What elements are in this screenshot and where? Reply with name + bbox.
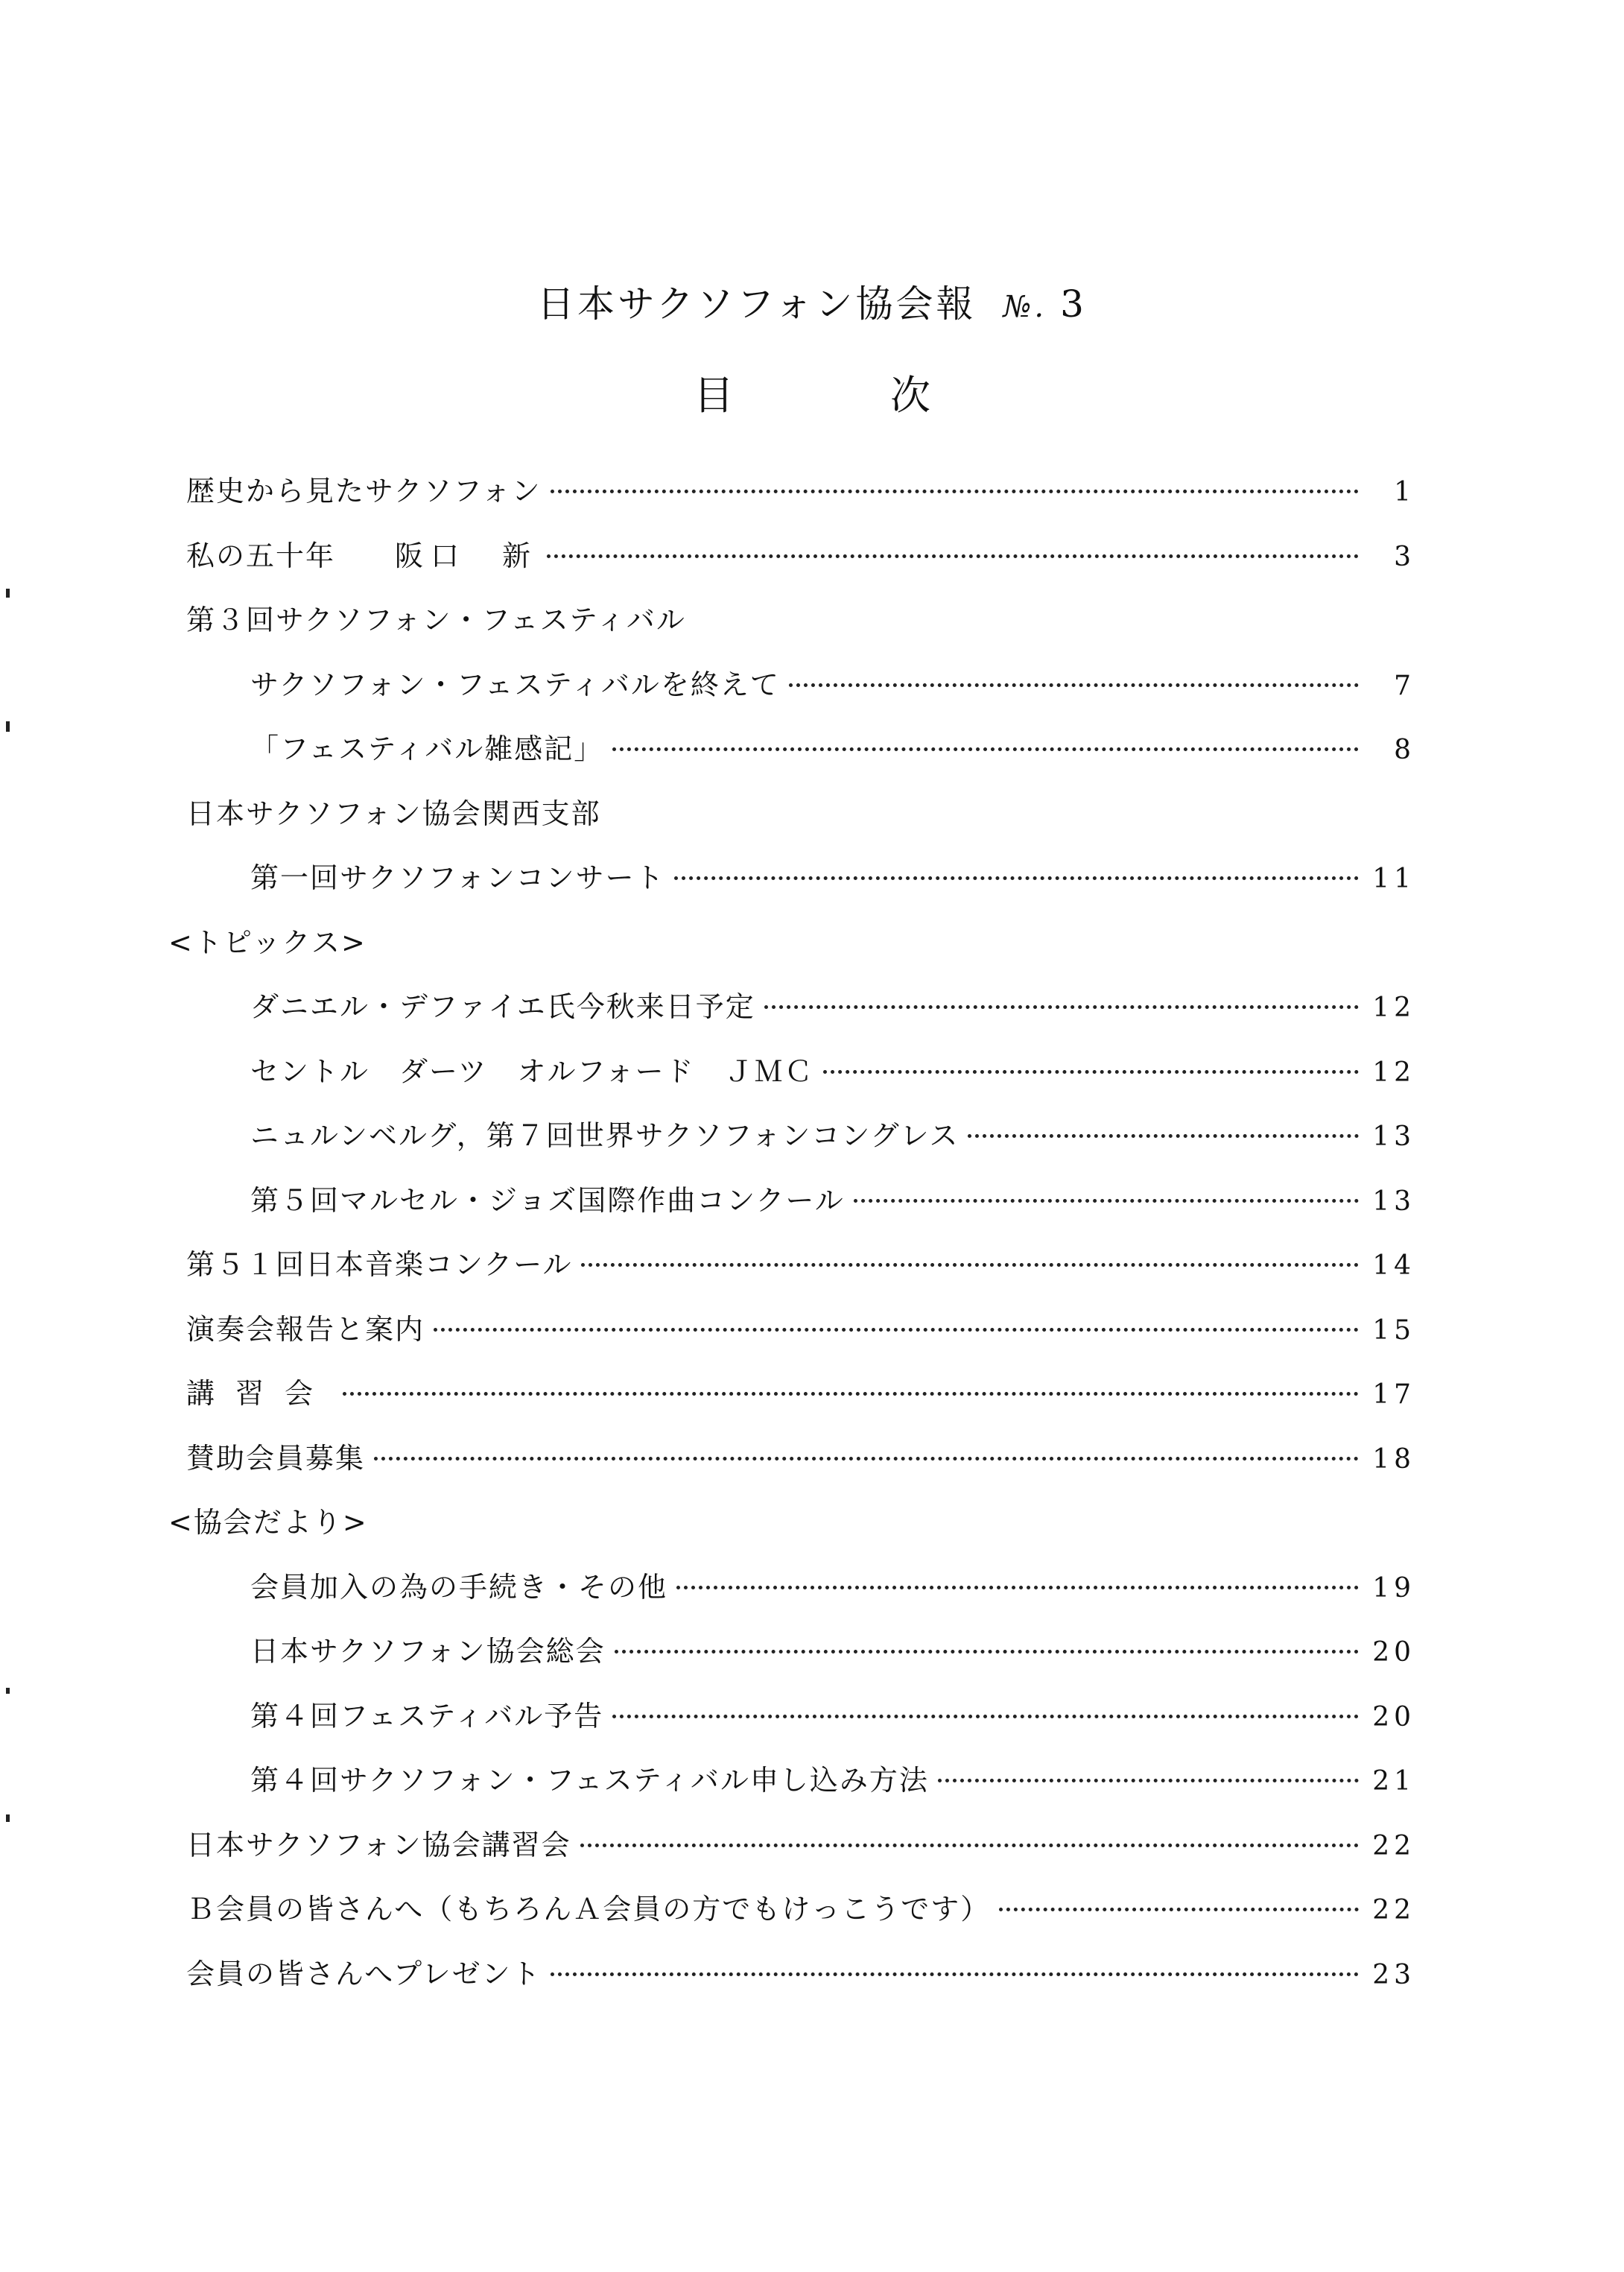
toc-entry-label: 会員の皆さんへプレゼント bbox=[186, 1957, 542, 1990]
toc-page-number: 1 bbox=[1394, 477, 1415, 507]
scan-margin-mark bbox=[6, 721, 10, 732]
toc-entry bbox=[186, 855, 1415, 920]
toc-leader-dots bbox=[674, 876, 1359, 880]
toc-leader-dots bbox=[434, 1328, 1359, 1332]
table-of-contents bbox=[168, 468, 1415, 2015]
toc-page-number: 13 bbox=[1372, 1186, 1415, 1217]
toc-section-heading bbox=[186, 791, 1415, 855]
toc-entry bbox=[186, 1306, 1415, 1371]
toc-entry bbox=[186, 468, 1415, 533]
toc-entry bbox=[186, 1177, 1415, 1242]
toc-page-number: 3 bbox=[1394, 541, 1415, 572]
toc-leader-dots bbox=[999, 1908, 1359, 1911]
toc-entry-label: サクソフォン・フェスティバルを終えて bbox=[250, 668, 780, 701]
toc-entry bbox=[186, 1822, 1415, 1887]
toc-page-number: 22 bbox=[1372, 1830, 1415, 1861]
toc-entry bbox=[186, 726, 1415, 791]
toc-page-number: 20 bbox=[1372, 1637, 1415, 1668]
toc-entry-label: 会員加入の為の手続き・その他 bbox=[250, 1570, 668, 1604]
toc-leader-dots bbox=[968, 1134, 1359, 1138]
toc-entry-label: セントル ダーツ オルフォード ＪＭＣ bbox=[250, 1054, 814, 1088]
toc-entry-author: 阪口 新 bbox=[395, 539, 539, 572]
toc-entry-label: 第４回サクソフォン・フェスティバル申し込み方法 bbox=[250, 1764, 929, 1797]
toc-page-number: 12 bbox=[1372, 1057, 1415, 1088]
toc-entry-label: 演奏会報告と案内 bbox=[186, 1312, 425, 1346]
toc-entry bbox=[186, 1435, 1415, 1500]
toc-section-heading bbox=[168, 920, 1415, 984]
toc-page-number: 7 bbox=[1394, 670, 1415, 701]
toc-entry bbox=[186, 1757, 1415, 1822]
toc-entry-label: ニュルンベルグ，第７回世界サクソフォンコングレス bbox=[250, 1119, 960, 1152]
toc-entry-label: 第５回マルセル・ジョズ国際作曲コンクール bbox=[250, 1183, 845, 1217]
title-text: 日本サクソフォン協会報 bbox=[537, 282, 977, 326]
toc-entry-label: <トピックス> bbox=[168, 925, 367, 959]
toc-entry bbox=[186, 984, 1415, 1048]
toc-page-number: 18 bbox=[1372, 1443, 1415, 1475]
document-title bbox=[0, 274, 1624, 328]
toc-entry bbox=[186, 1048, 1415, 1113]
toc-entry bbox=[186, 662, 1415, 727]
toc-page-number: 22 bbox=[1372, 1895, 1415, 1925]
toc-leader-dots bbox=[580, 1844, 1359, 1847]
toc-page-number: 17 bbox=[1372, 1379, 1415, 1410]
toc-section-heading bbox=[186, 597, 1415, 662]
toc-entry-label: 日本サクソフォン協会総会 bbox=[250, 1635, 606, 1668]
scan-margin-mark bbox=[6, 589, 10, 598]
toc-leader-dots bbox=[547, 554, 1359, 558]
toc-page-number: 8 bbox=[1394, 735, 1415, 765]
toc-entry-label: 第一回サクソフォンコンサート bbox=[250, 861, 665, 894]
heading-left: 目 bbox=[694, 372, 734, 419]
toc-leader-dots bbox=[581, 1263, 1359, 1267]
toc-entry bbox=[186, 1241, 1415, 1306]
scan-margin-mark bbox=[6, 1688, 10, 1694]
toc-entry-label: 日本サクソフォン協会関西支部 bbox=[186, 797, 601, 830]
toc-entry-label: 第５１回日本音楽コンクール bbox=[186, 1248, 573, 1281]
toc-page-number: 14 bbox=[1372, 1250, 1415, 1281]
toc-entry bbox=[186, 1886, 1415, 1951]
toc-leader-dots bbox=[854, 1199, 1359, 1203]
toc-leader-dots bbox=[676, 1586, 1359, 1589]
toc-entry-label: <協会だより> bbox=[168, 1506, 368, 1539]
toc-entry bbox=[186, 533, 1415, 598]
toc-page-number: 12 bbox=[1372, 993, 1415, 1023]
toc-entry-label: 私の五十年 bbox=[186, 539, 336, 572]
toc-leader-dots bbox=[612, 747, 1359, 751]
toc-entry-label: 賛助会員募集 bbox=[186, 1441, 366, 1475]
toc-entry-label: 「フェスティバル雑感記」 bbox=[250, 732, 604, 765]
toc-entry bbox=[186, 1113, 1415, 1177]
toc-leader-dots bbox=[615, 1650, 1359, 1654]
toc-page-number: 11 bbox=[1372, 864, 1415, 894]
toc-section-heading bbox=[168, 1499, 1415, 1564]
toc-leader-dots bbox=[938, 1779, 1359, 1782]
toc-page-number: 13 bbox=[1372, 1121, 1415, 1152]
toc-entry-label: 日本サクソフォン協会講習会 bbox=[186, 1828, 571, 1861]
toc-entry bbox=[186, 1564, 1415, 1629]
toc-entry-label: 講習会 bbox=[186, 1377, 334, 1410]
toc-leader-dots bbox=[612, 1715, 1359, 1718]
issue-number: 3 bbox=[1060, 282, 1087, 326]
toc-leader-dots bbox=[374, 1457, 1359, 1461]
toc-page-number: 21 bbox=[1372, 1766, 1415, 1797]
toc-page-number: 23 bbox=[1372, 1959, 1415, 1990]
toc-page-number: 19 bbox=[1372, 1572, 1415, 1604]
toc-entry bbox=[186, 1693, 1415, 1758]
toc-entry-label: 歴史から見たサクソフォン bbox=[186, 475, 542, 507]
heading-right: 次 bbox=[890, 372, 930, 419]
toc-leader-dots bbox=[789, 683, 1359, 687]
toc-leader-dots bbox=[343, 1392, 1359, 1396]
toc-entry bbox=[186, 1951, 1415, 2016]
toc-leader-dots bbox=[764, 1005, 1359, 1009]
toc-entry-label: Ｂ会員の皆さんへ（もちろんＡ会員の方でもけっこうです） bbox=[186, 1893, 991, 1925]
toc-entry-label: 第４回フェスティバル予告 bbox=[250, 1699, 604, 1733]
contents-heading bbox=[0, 364, 1624, 421]
toc-entry bbox=[186, 1370, 1415, 1435]
toc-entry bbox=[186, 1628, 1415, 1693]
scan-margin-mark bbox=[6, 1814, 10, 1822]
toc-entry-label: ダニエル・デファイエ氏今秋来日予定 bbox=[250, 990, 755, 1023]
toc-leader-dots bbox=[551, 490, 1359, 493]
toc-leader-dots bbox=[823, 1070, 1359, 1074]
toc-page-number: 15 bbox=[1372, 1314, 1415, 1346]
issue-mark: №. bbox=[1003, 290, 1047, 324]
toc-page-number: 20 bbox=[1372, 1701, 1415, 1733]
toc-entry-label: 第３回サクソフォン・フェスティバル bbox=[186, 604, 686, 636]
toc-leader-dots bbox=[551, 1972, 1359, 1976]
